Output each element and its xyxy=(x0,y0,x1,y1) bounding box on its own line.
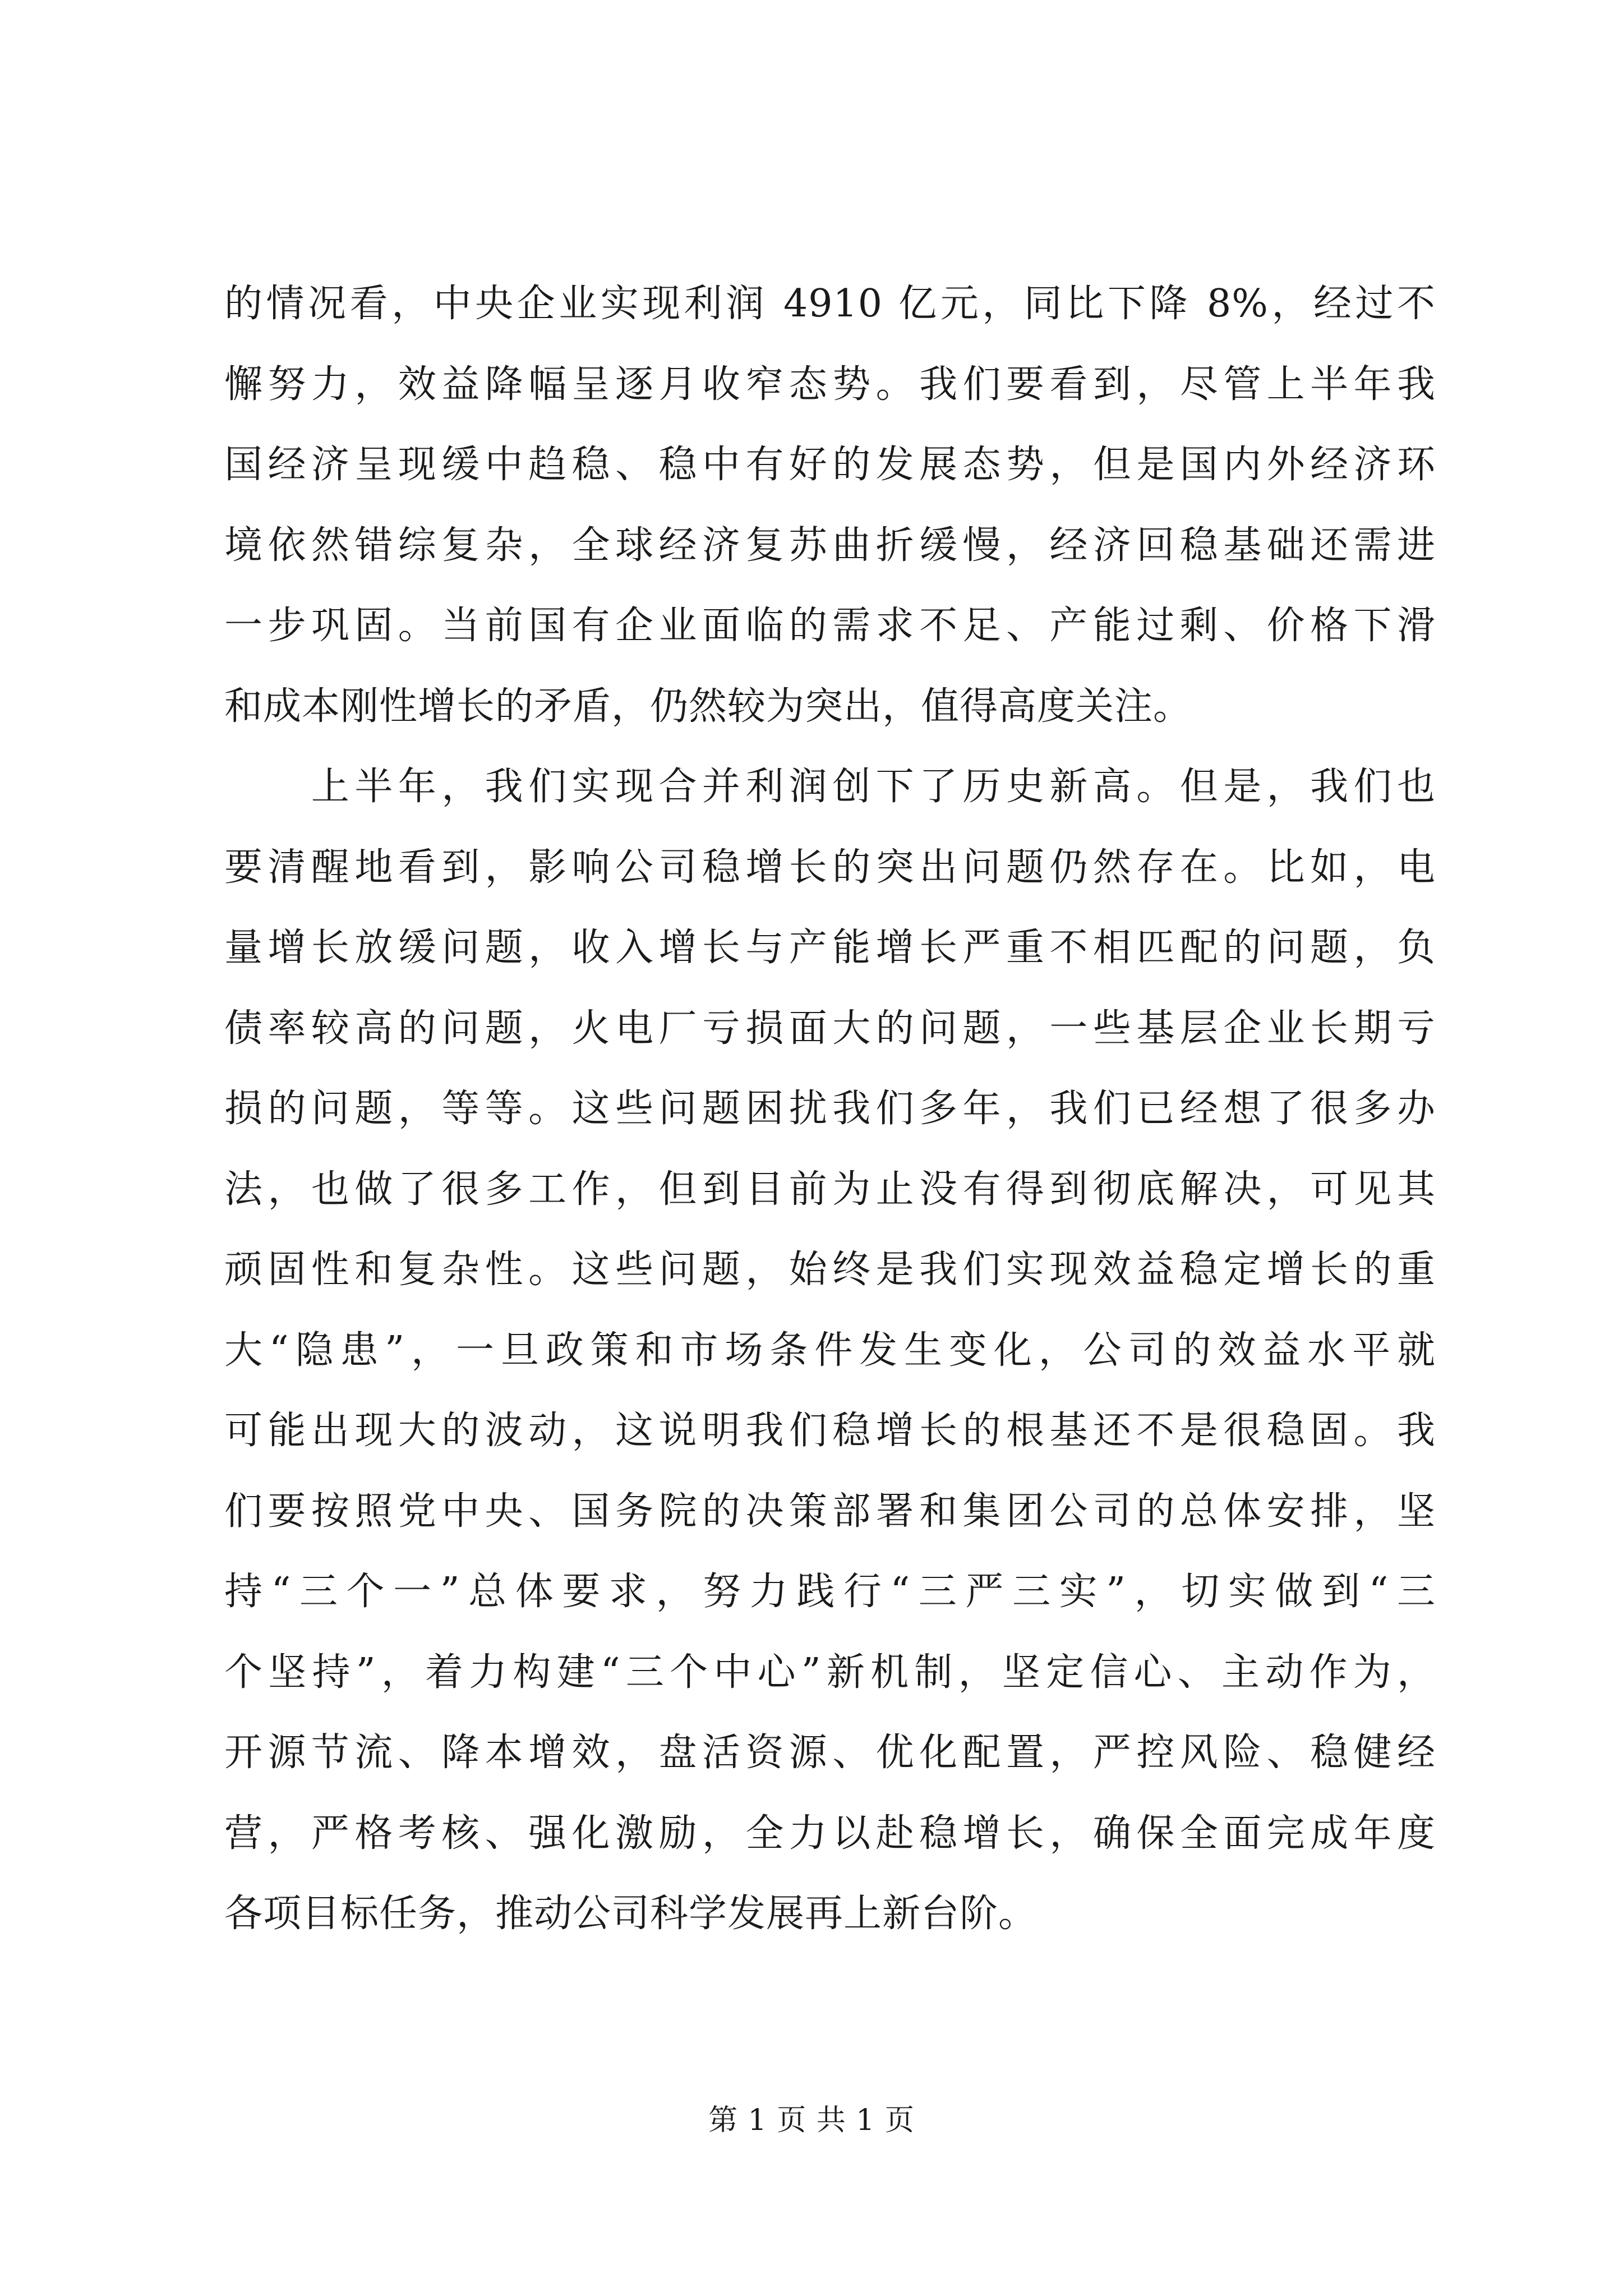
text-line: 开源节流、降本增效，盘活资源、优化配置，严控风险、稳健经 xyxy=(224,1731,1436,1775)
body-text xyxy=(224,264,1436,1954)
text-line: 大“隐患”，一旦政策和市场条件发生变化，公司的效益水平就 xyxy=(224,1328,1436,1373)
text-line: 的情况看，中央企业实现利润 4910 亿元，同比下降 8%，经过不 xyxy=(224,282,1436,326)
text-line: 营，严格考核、强化激励，全力以赴稳增长，确保全面完成年度 xyxy=(224,1811,1436,1856)
page-footer: 第 1 页 共 1 页 xyxy=(708,2104,915,2137)
text-line: 要清醒地看到，影响公司稳增长的突出问题仍然存在。比如，电 xyxy=(224,845,1436,890)
text-line: 可能出现大的波动，这说明我们稳增长的根基还不是很稳固。我 xyxy=(224,1409,1436,1453)
text-line: 持“三个一”总体要求，努力践行“三严三实”，切实做到“三 xyxy=(224,1570,1436,1614)
text-line: 债率较高的问题，火电厂亏损面大的问题，一些基层企业长期亏 xyxy=(224,1006,1436,1051)
text-line: 损的问题，等等。这些问题困扰我们多年，我们已经想了很多办 xyxy=(224,1087,1436,1131)
text-line: 们要按照党中央、国务院的决策部署和集团公司的总体安排，坚 xyxy=(224,1489,1436,1534)
text-line: 顽固性和复杂性。这些问题，始终是我们实现效益稳定增长的重 xyxy=(224,1248,1436,1292)
text-line: 境依然错综复杂，全球经济复苏曲折缓慢，经济回稳基础还需进 xyxy=(224,523,1436,568)
text-line: 法，也做了很多工作，但到目前为止没有得到彻底解决，可见其 xyxy=(224,1167,1436,1212)
text-line: 上半年，我们实现合并利润创下了历史新高。但是，我们也 xyxy=(224,765,1436,809)
text-line: 量增长放缓问题，收入增长与产能增长严重不相匹配的问题，负 xyxy=(224,926,1436,970)
text-line: 懈努力，效益降幅呈逐月收窄态势。我们要看到，尽管上半年我 xyxy=(224,362,1436,407)
text-line: 各项目标任务，推动公司科学发展再上新台阶。 xyxy=(224,1892,1038,1936)
text-line: 一步巩固。当前国有企业面临的需求不足、产能过剩、价格下滑 xyxy=(224,604,1436,648)
text-line: 和成本刚性增长的矛盾，仍然较为突出，值得高度关注。 xyxy=(224,684,1192,729)
text-line: 个坚持”，着力构建“三个中心”新机制，坚定信心、主动作为， xyxy=(224,1650,1436,1695)
text-line: 国经济呈现缓中趋稳、稳中有好的发展态势，但是国内外经济环 xyxy=(224,443,1436,487)
